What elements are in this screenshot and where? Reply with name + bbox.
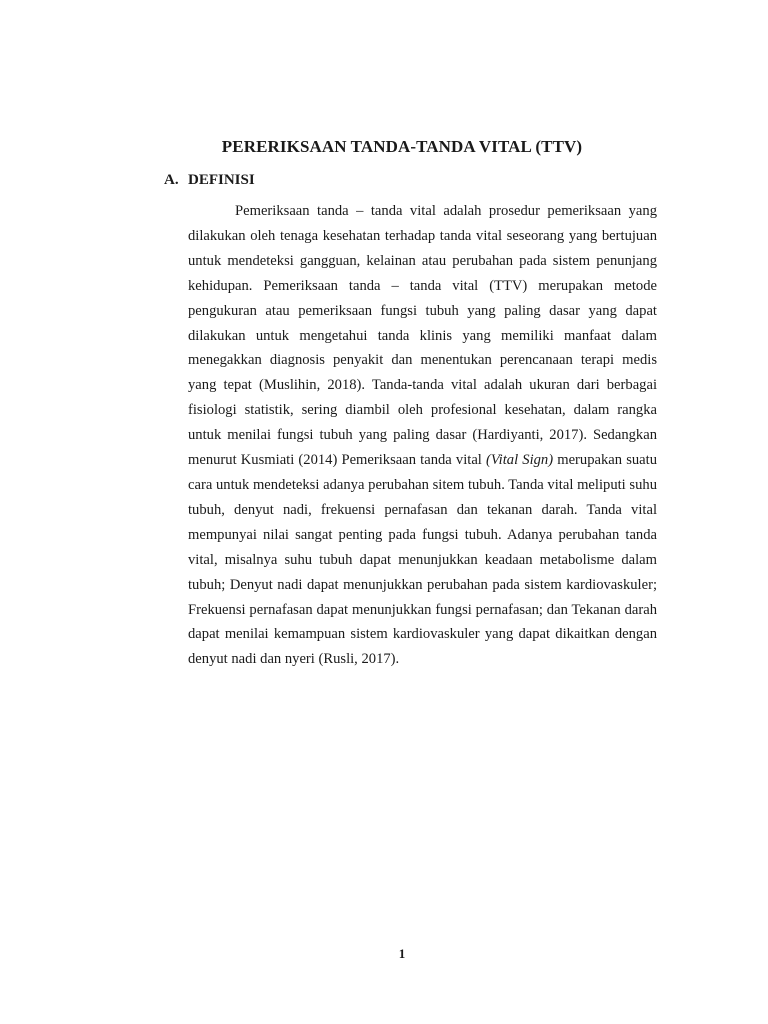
section-heading-text: DEFINISI bbox=[188, 172, 255, 188]
page-number: 1 bbox=[398, 946, 406, 961]
paragraph-text-part2: merupakan suatu cara untuk mendeteksi adanya perubahan sitem tubuh. Tanda vital meliputi suhu tubuh, denyut nadi, frekuensi pernafasan dan tekanan darah. Tanda vital mempunyai nilai sangat penting pada fungsi tubuh. Adanya perubahan tanda vital, misalnya suhu tubuh dapat menunjukkan keadaan metabolisme dalam tubuh; Denyut nadi dapat menunjukkan perubahan pada sistem kardiovaskuler; Frekuensi pernafasan dapat menunjukkan fungsi pernafasan; dan Tekanan darah dapat menilai kemampuan sistem kardiovaskuler yang dapat dikaitkan dengan denyut nadi dan nyeri (Rusli, 2017). bbox=[188, 452, 658, 668]
paragraph-text-part1: Pemeriksaan tanda – tanda vital adalah prosedur pemeriksaan yang dilakukan oleh tenaga kesehatan terhadap tanda vital seseorang yang bertujuan untuk mendeteksi gangguan, kelainan atau perubahan pada sistem penunjang kehidupan. Pemeriksaan tanda – tanda vital (TTV) merupakan metode pengukuran atau pemeriksaan fungsi tubuh yang paling dasar yang dapat dilakukan untuk mengetahui tanda klinis yang memiliki manfaat dalam menegakkan diagnosis penyakit dan menentukan perencanaan terapi medis yang tepat (Muslihin, 2018). Tanda-tanda vital adalah ukuran dari berbagai fisiologi statistik, sering diambil oleh profesional kesehatan, dalam rangka untuk menilai fungsi tubuh yang paling dasar (Hardiyanti, 2017). Sedangkan menurut Kusmiati (2014) Pemeriksaan tanda vital bbox=[188, 203, 657, 469]
section-number: A. bbox=[164, 172, 179, 188]
paragraph-italic-term: (Vital Sign) bbox=[485, 452, 554, 469]
definition-paragraph bbox=[188, 199, 657, 672]
section-heading bbox=[164, 172, 255, 189]
page-title: PERERIKSAAN TANDA-TANDA VITAL (TTV) bbox=[221, 137, 583, 156]
